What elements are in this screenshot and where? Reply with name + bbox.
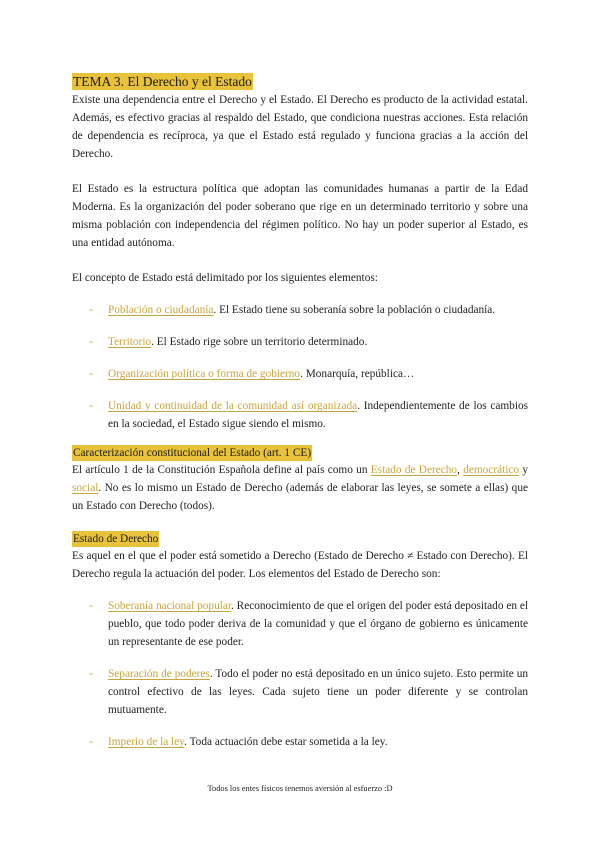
list-item: - Población o ciudadanía. El Estado tiene su soberanía sobre la población o ciudadanía.: [89, 304, 496, 316]
list-item: - Organización política o forma de gobierno. Monarquía, república…: [89, 368, 415, 380]
page-footer: Todos los entes físicos tenemos aversión al esfuerzo :D: [207, 784, 393, 793]
page-title: TEMA 3. El Derecho y el Estado: [73, 74, 252, 89]
document-page: [72, 73, 528, 751]
social-link[interactable]: social: [72, 482, 99, 494]
list-item: - Territorio. El Estado rige sobre un territorio determinado.: [89, 336, 368, 348]
estado-derecho-intro: Es aquel en el que el poder está sometido a Derecho (Estado de Derecho ≠ Estado con Derecho). El Derecho regula la actuación del poder. Los elementos del Estado de Derecho son:: [72, 550, 528, 580]
section-heading-caracterizacion: Caracterización constitucional del Estado (art. 1 CE): [73, 447, 312, 459]
term-link[interactable]: Población o ciudadanía: [108, 304, 214, 316]
list-item: - Separación de poderes. Todo el poder no está depositado en un único sujeto. Esto permite un control efectivo de las leyes. Cada sujeto tiene un poder diferente y se controlan mutuamente.: [89, 668, 528, 716]
intro-paragraph-1: Existe una dependencia entre el Derecho y el Estado. El Derecho es producto de la actividad estatal. Además, es efectivo gracias al respaldo del Estado, que condiciona nuestras acciones. Esta relación de dependencia es recíproca, ya que el Estado está regulado y funciona gracias a la acción del Derecho.: [72, 94, 528, 160]
democratico-link[interactable]: democrático: [463, 464, 520, 476]
term-link[interactable]: Territorio: [108, 336, 152, 348]
state-elements-list: [72, 301, 528, 433]
intro-paragraph-3: El concepto de Estado está delimitado por los siguientes elementos:: [72, 272, 378, 284]
caract-paragraph: El artículo 1 de la Constitución Española define al país como un Estado de Derecho, democrático y social. No es lo mismo un Estado de Derecho (además de elaborar las leyes, se somete a ellas) que un Estado con Derecho (todos).: [72, 464, 528, 512]
term-link[interactable]: Soberanía nacional popular: [108, 600, 232, 612]
section-heading-estado-derecho: Estado de Derecho: [73, 533, 159, 545]
intro-paragraph-2: El Estado es la estructura política que adoptan las comunidades humanas a partir de la Edad Moderna. Es la organización del poder soberano que rige en un determinado territorio y sobre una misma población con independencia del régimen político. No hay un poder superior al Estado, es una entidad autónoma.: [72, 183, 528, 249]
term-link[interactable]: Unidad y continuidad de la comunidad así organizada: [108, 400, 358, 412]
list-item: - Soberanía nacional popular. Reconocimiento de que el origen del poder está depositado en el pueblo, que todo poder deriva de la comunidad y que el órgano de gobierno es únicamente un representante de ese poder.: [89, 600, 528, 648]
list-item: - Imperio de la ley. Toda actuación debe estar sometida a la ley.: [89, 736, 388, 748]
term-link[interactable]: Organización política o forma de gobierno: [108, 368, 301, 380]
term-link[interactable]: Imperio de la ley: [108, 736, 185, 748]
term-link[interactable]: Separación de poderes: [108, 668, 210, 680]
estado-derecho-list: [72, 597, 528, 751]
estado-derecho-link[interactable]: Estado de Derecho: [370, 464, 458, 476]
list-item: - Unidad y continuidad de la comunidad así organizada. Independientemente de los cambios en la sociedad, el Estado sigue siendo el mismo.: [89, 400, 528, 430]
